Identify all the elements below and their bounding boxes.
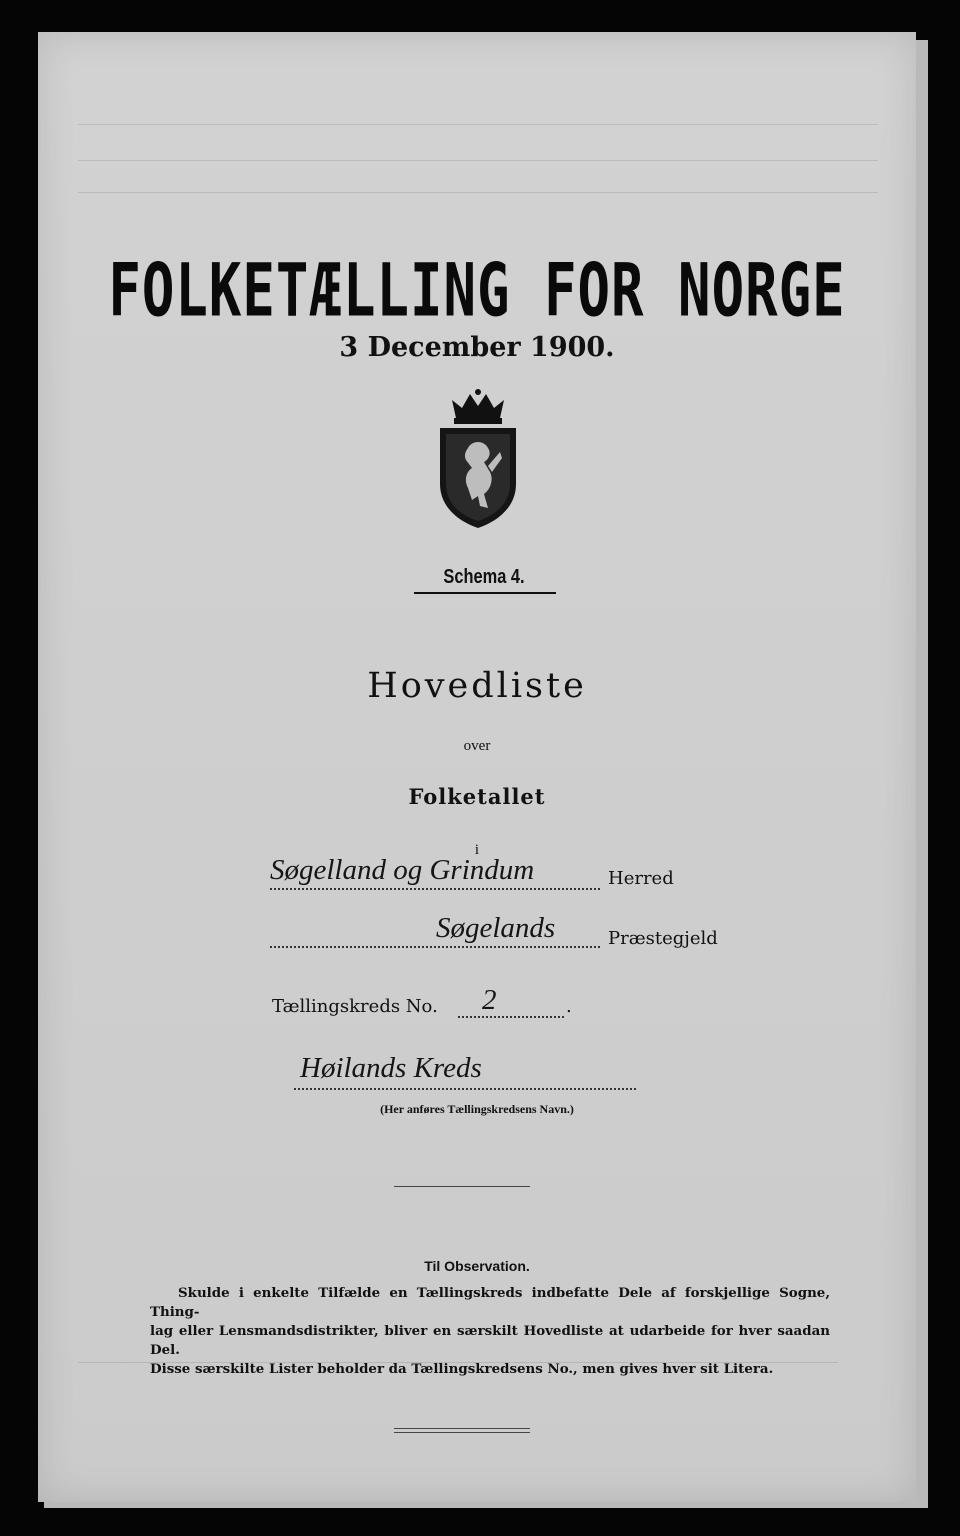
kreds-number-period: .: [566, 996, 572, 1017]
prestegjeld-label: Præstegjeld: [608, 928, 718, 949]
form-subject: Folketallet: [408, 784, 546, 809]
bleed-through-line: [78, 160, 878, 161]
coat-of-arms-icon: [432, 388, 524, 530]
form-heading: Hovedliste: [367, 666, 587, 706]
connector-word: over: [463, 738, 491, 754]
kreds-number-dotted-line: [458, 1016, 564, 1018]
kreds-name-handwritten-value: Høilands Kreds: [300, 1052, 482, 1084]
prestegjeld-handwritten-value: Søgelands: [436, 912, 556, 944]
footer-divider: [394, 1428, 530, 1429]
preposition: i: [474, 842, 480, 858]
census-date: 3 December 1900.: [339, 332, 615, 363]
document-title: FOLKETÆLLING FOR NORGE: [108, 248, 846, 334]
kreds-number-handwritten-value: 2: [482, 984, 497, 1016]
observation-line: lag eller Lensmandsdistrikter, bliver en særskilt Hovedliste at udarbeide for hver saadan Del.: [150, 1323, 830, 1358]
herred-dotted-line: [270, 888, 600, 890]
observation-line: Skulde i enkelte Tilfælde en Tællingskreds indbefatte Dele af forskjellige Sogne, Thing-: [150, 1285, 830, 1320]
prestegjeld-dotted-line: [270, 946, 600, 948]
kreds-name-dotted-line: [294, 1088, 636, 1090]
herred-label: Herred: [608, 868, 674, 889]
observation-title: Til Observation.: [424, 1258, 530, 1274]
schema-number: Schema 4.: [443, 566, 525, 588]
section-divider: [394, 1186, 530, 1187]
census-form-page: [38, 32, 916, 1502]
herred-handwritten-value: Søgelland og Grindum: [270, 854, 535, 886]
bleed-through-line: [78, 192, 878, 193]
kreds-number-label: Tællingskreds No.: [272, 996, 438, 1017]
bleed-through-line: [78, 124, 878, 125]
footer-divider: [394, 1432, 530, 1433]
schema-underline: [414, 592, 556, 594]
kreds-name-caption: (Her anføres Tællingskredsens Navn.): [380, 1102, 574, 1116]
observation-line: Disse særskilte Lister beholder da Tællingskredsens No., men gives hver sit Litera.: [150, 1361, 774, 1377]
observation-text: [150, 1284, 830, 1379]
